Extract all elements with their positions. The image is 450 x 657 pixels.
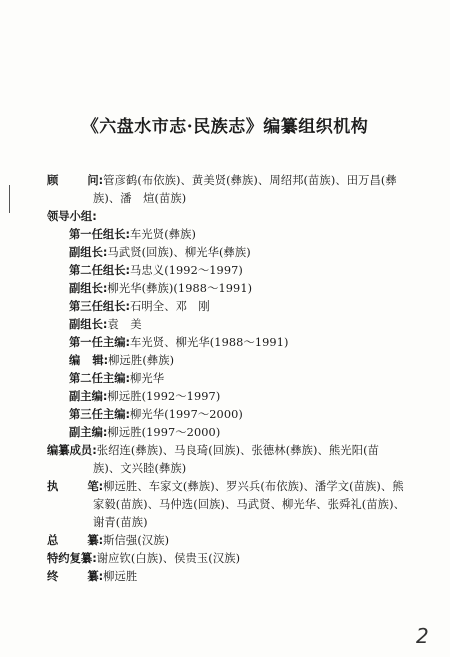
leader-row: 第二任主编:柳光华 bbox=[69, 372, 165, 385]
final-editor-row: 终 纂:柳远胜 bbox=[47, 570, 138, 583]
leader-row: 编 辑:柳远胜(彝族) bbox=[69, 354, 175, 367]
advisors-row-2 bbox=[93, 191, 186, 206]
leading-group-label: 领导小组: bbox=[47, 210, 97, 223]
leader-row: 第一任主编:车光贤、柳光华(1988～1991) bbox=[69, 336, 289, 349]
advisors-line-1: 管彦鹤(布依族)、黄美贤(彝族)、周绍邦(苗族)、田万昌(彝 bbox=[103, 174, 397, 187]
leader-row: 副组长:柳光华(彝族)(1988～1991) bbox=[69, 282, 253, 295]
writers-row-3 bbox=[93, 515, 148, 530]
members-label: 编纂成员: bbox=[47, 444, 97, 457]
advisors-row-1 bbox=[47, 173, 397, 188]
leader-row: 第三任主编:柳光华(1997～2000) bbox=[69, 408, 243, 421]
members-line-1: 张绍连(彝族)、马良琦(回族)、张德林(彝族)、熊光阳(苗 bbox=[96, 444, 380, 457]
writers-line-3: 谢青(苗族) bbox=[93, 516, 148, 529]
final-editor-value: 柳远胜 bbox=[103, 570, 138, 583]
writers-row-1 bbox=[47, 479, 404, 494]
advisors-label-a: 顾 bbox=[47, 174, 59, 187]
members-line-2: 族)、文兴睦(彝族) bbox=[93, 462, 187, 475]
leader-row: 第一任组长:车光贤(彝族) bbox=[69, 228, 197, 241]
chief-editor-value: 斯信强(汉族) bbox=[103, 534, 170, 547]
page-title: 《六盘水市志·民族志》编纂组织机构 bbox=[81, 117, 369, 137]
writers-label-b: 笔: bbox=[87, 480, 104, 493]
special-editor-row: 特约复纂:谢应钦(白族)、侯贵玉(汉族) bbox=[47, 552, 241, 565]
leader-row: 第三任组长:石明全、邓 刚 bbox=[69, 300, 210, 313]
margin-mark bbox=[8, 185, 11, 213]
members-row-1 bbox=[47, 443, 379, 458]
members-row-2 bbox=[93, 461, 186, 476]
advisors-label-b: 问: bbox=[87, 174, 104, 187]
leader-row: 第二任组长:马忠义(1992～1997) bbox=[69, 264, 243, 277]
writers-label-a: 执 bbox=[47, 480, 59, 493]
special-editor-value: 谢应钦(白族)、侯贵玉(汉族) bbox=[96, 552, 241, 565]
leader-row: 副主编:柳远胜(1997～2000) bbox=[69, 426, 221, 439]
leader-row: 副组长:马武贤(回族)、柳光华(彝族) bbox=[69, 246, 251, 259]
leader-row: 副组长:袁 美 bbox=[69, 318, 142, 331]
writers-row-2 bbox=[93, 497, 405, 512]
leader-row: 副主编:柳远胜(1992～1997) bbox=[69, 390, 221, 403]
writers-line-1: 柳远胜、车家文(彝族)、罗兴兵(布依族)、潘学文(苗族)、熊 bbox=[103, 480, 404, 493]
page-number: 2 bbox=[416, 624, 429, 648]
advisors-line-2: 族)、潘 煊(苗族) bbox=[93, 192, 187, 205]
writers-line-2: 家毅(苗族)、马仲选(回族)、马武贤、柳光华、张舜礼(苗族)、 bbox=[93, 498, 405, 511]
chief-editor-row: 总 纂:斯信强(汉族) bbox=[47, 534, 170, 547]
